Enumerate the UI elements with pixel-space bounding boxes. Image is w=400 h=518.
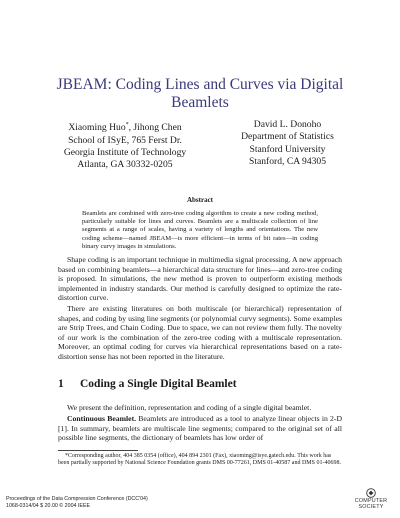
section-heading <box>58 378 237 390</box>
title-line-1: JBEAM: Coding Lines and Curves via Digital <box>56 76 344 93</box>
computer-society-logo <box>350 488 392 514</box>
title-line-2: Beamlets <box>171 94 229 111</box>
ieee-computer-society-logo-icon <box>366 488 376 498</box>
proceedings-line-2: 1068-0314/04 $ 20.00 © 2004 IEEE <box>6 502 91 509</box>
section-paragraph-2 <box>58 414 342 443</box>
author-huo: Xiaoming Huo <box>68 122 126 134</box>
author-right <box>215 119 360 169</box>
author-right-affiliation-2: Stanford University <box>249 143 326 155</box>
logo-society: SOCIETY <box>358 504 384 510</box>
proceedings-info <box>6 496 148 509</box>
logo-computer: COMPUTER <box>354 498 388 504</box>
proceedings-line-1: Proceedings of the Data Compression Conference (DCC'04) <box>6 496 148 502</box>
continuous-beamlet-label: Continuous Beamlet. <box>67 414 137 423</box>
author-right-address: Stanford, CA 94305 <box>248 156 327 168</box>
section-title: Coding a Single Digital Beamlet <box>80 378 237 390</box>
footnote-mark: * <box>125 122 129 128</box>
author-left-address: Atlanta, GA 30332-0205 <box>77 159 173 171</box>
footnote-rule <box>58 450 138 451</box>
author-donoho: David L. Donoho <box>253 119 322 130</box>
author-right-affiliation-1: Department of Statistics <box>241 131 334 143</box>
author-chen: , Jihong Chen <box>128 122 182 134</box>
author-left <box>40 119 210 172</box>
section-number: 1 <box>58 378 64 390</box>
abstract-heading: Abstract <box>186 196 214 204</box>
footnote: *Corresponding author, 404 385 0354 (office), 404 894 2301 (Fax), xiaoming@isye.gatech.edu. This work has been partially supported by National Science Foundation grants DMS 00-77261, DMS 01-40587 and DMS 01-40698. <box>58 453 341 467</box>
intro-paragraph-2: There are existing literatures on both multiscale (or hierarchical) representation of shapes, and coding by using line segments (or polynomial curvy segments). Some examples are Strip Trees, and Chain Coding. Due to space, we can not review them fully. The novelty of our work is the combination of the zero-tree coding with a multiscale representation. Moreover, an optimal coding for curves via hierarchical representations based on a rate-distortion sense has not been reported in the literature. <box>58 304 342 361</box>
paper-title <box>40 76 360 112</box>
abstract-text: Beamlets are combined with zero-tree coding algorithm to create a new coding method, particularly suitable for lines and curves. Beamlets are a multiscale collection of line segments at a range of scales, having a variety of lengths and orientations. The new coding scheme—named JBEAM—is more efficient—in terms of bit rates—in coding binary curvy images in simulations. <box>82 210 318 250</box>
author-left-affiliation-1: School of ISyE, 765 Ferst Dr. <box>68 134 182 146</box>
intro-paragraph-1: Shape coding is an important technique in multimedia signal processing. A new approach based on combining beamlets—a hierarchical data structure for lines—and zero-tree coding is proposed. In simulations, the new method is proven to outperform existing methods implemented in industry standards. Our method is carefully designed to optimize the rate-distortion curve. <box>58 255 342 302</box>
continuous-beamlet-text: Beamlets are introduced as a tool to analyze linear objects in 2-D [1]. In summary, beamlets are multiscale line segments; compared to the original set of all possible line segments, the dictionary of beamlets has low order of <box>58 414 342 442</box>
author-left-affiliation-2: Georgia Institute of Technology <box>63 147 187 158</box>
section-paragraph-1: We present the definition, representation and coding of a single digital beamlet. <box>67 403 312 412</box>
author-left-names <box>40 119 210 135</box>
